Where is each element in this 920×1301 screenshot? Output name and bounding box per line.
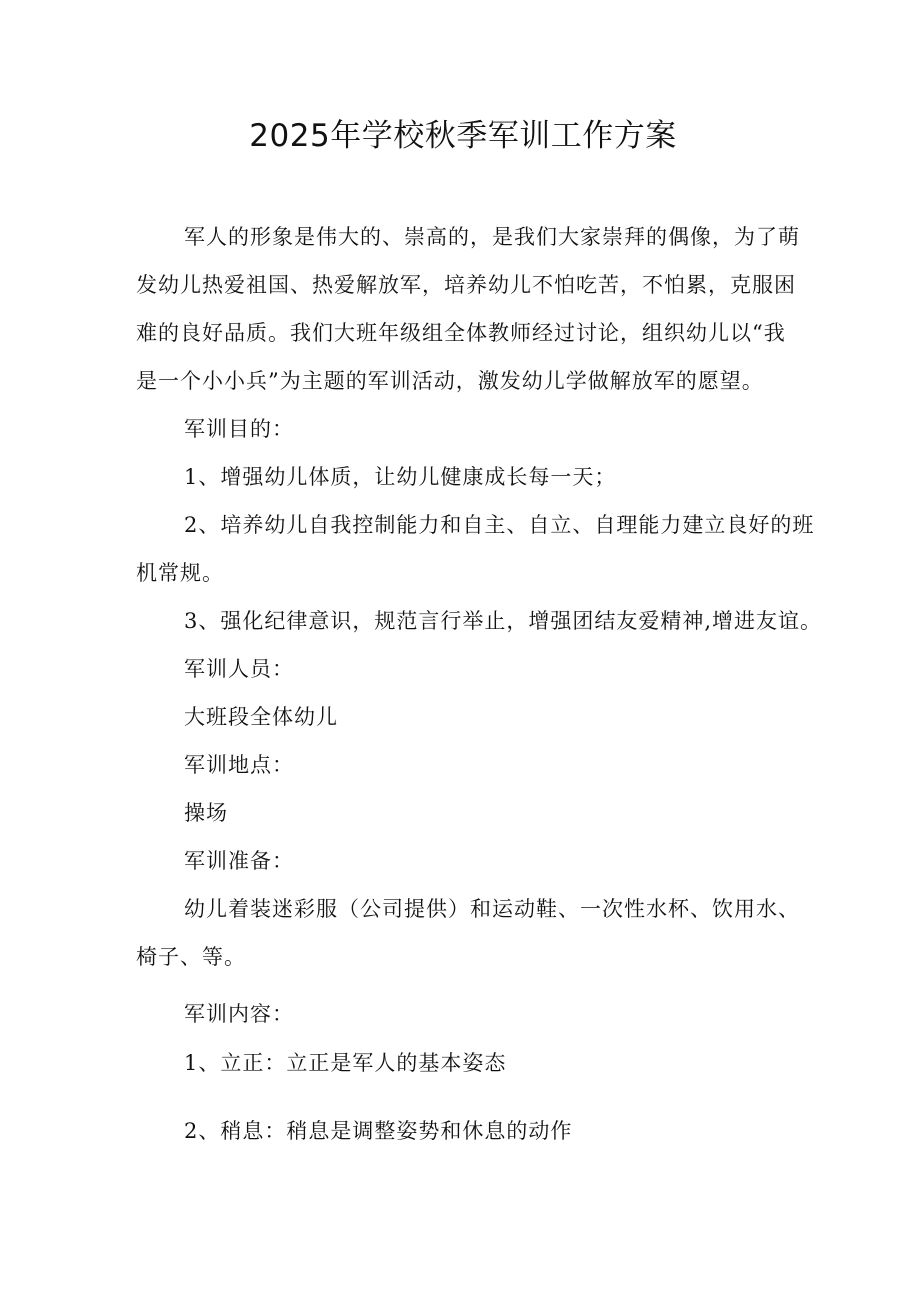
preparation-line-1: 幼儿着装迷彩服（公司提供）和运动鞋、一次性水杯、饮用水、 [184,897,800,921]
content-item-1: 1、立正：立正是军人的基本姿态 [184,1051,507,1075]
intro-line-3: 难的良好品质。我们大班年级组全体教师经过讨论，组织幼儿以“我 [136,321,786,345]
purpose-item-1: 1、增强幼儿体质，让幼儿健康成长每一天； [184,465,617,489]
personnel-heading: 军训人员： [184,657,294,681]
purpose-item-2-line-2: 机常规。 [136,561,224,585]
preparation-heading: 军训准备： [184,849,294,873]
purpose-item-3: 3、强化纪律意识，规范言行举止，增强团结友爱精神,增进友谊。 [184,609,823,633]
purpose-heading: 军训目的： [184,417,294,441]
content-item-2: 2、稍息：稍息是调整姿势和休息的动作 [184,1119,573,1143]
intro-line-4: 是一个小小兵”为主题的军训活动，激发幼儿学做解放军的愿望。 [136,369,764,393]
document-title: 2025年学校秋季军训工作方案 [249,118,677,154]
content-heading: 军训内容： [184,1002,294,1026]
location-value: 操场 [184,801,228,825]
preparation-line-2: 椅子、等。 [136,945,246,969]
purpose-item-2-line-1: 2、培养幼儿自我控制能力和自主、自立、自理能力建立良好的班 [184,513,815,537]
personnel-value: 大班段全体幼儿 [184,705,338,729]
intro-line-1: 军人的形象是伟大的、崇高的，是我们大家崇拜的偶像，为了萌 [184,225,800,249]
intro-line-2: 发幼儿热爱祖国、热爱解放军，培养幼儿不怕吃苦，不怕累，克服困 [136,273,796,297]
location-heading: 军训地点： [184,753,294,777]
